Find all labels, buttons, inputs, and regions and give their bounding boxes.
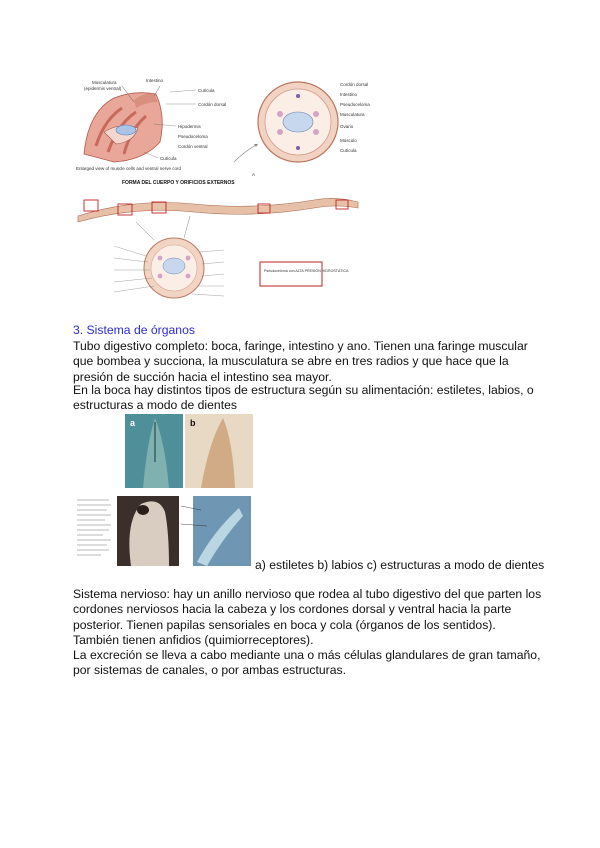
label-l6: Hipodermis	[178, 124, 201, 129]
paragraph-excretion: La excreción se lleva a cabo mediante una o más células glandulares de gran tamaño, por sistemas de canales, o por ambas estructuras.	[73, 648, 541, 678]
label-l7: Pseudoceloma	[178, 134, 208, 139]
photo-label-a: a	[130, 418, 136, 428]
paragraph-digestive-tube: Tubo digestivo completo: boca, faringe, intestino y ano. Tienen una faringe muscular que bombea y succiona, la musculatura se abre en tres radios y que hace que la presión de succión hacia el intestino sea mayor.	[73, 339, 528, 384]
photo-c-text-block	[75, 496, 115, 566]
anatomy-illustration	[74, 72, 370, 304]
label-l3: Intestino	[146, 78, 164, 83]
paragraph-nervous-system: Sistema nervioso: hay un anillo nervioso que rodea al tubo digestivo del que parten los cordones nerviosos hacia la cabeza y los cordones dorsal y ventral hacia la parte posterior. Tienen papilas sensoriales en boca y cola (órganos de los sentidos). También tienen anfidios (quimiorreceptores).	[73, 587, 542, 648]
label-l5: Cordón dorsal	[198, 102, 227, 107]
label-r3: Pseudoceloma	[340, 102, 370, 107]
label-l1: Musculatura	[92, 80, 117, 85]
hydrostatic-pressure-box	[260, 262, 322, 286]
label-letter-a: A	[252, 172, 256, 177]
figure-title: FORMA DEL CUERPO Y ORIFICIOS EXTERNOS	[122, 180, 235, 186]
photo-c-teeth	[117, 496, 179, 566]
box-text: Pseudoceloma con ALTA PRESIÓN HIDROSTÁTICA	[264, 269, 349, 273]
photo-caption: a) estiletes b) labios c) estructuras a modo de dientes	[255, 558, 545, 572]
photo-b-lips	[185, 414, 253, 488]
label-r7: Cutícula	[340, 148, 357, 153]
label-r4: Musculatura	[340, 112, 365, 117]
photo-label-b: b	[190, 418, 196, 428]
section-heading: 3. Sistema de órganos	[73, 323, 195, 337]
label-bottom-caption: Enlarged view of muscle cells and ventral nerve cord	[76, 166, 182, 171]
label-l4: Cutícula	[198, 88, 215, 93]
enlarged-cross-section	[114, 238, 224, 298]
label-r2: Intestino	[340, 92, 358, 97]
muscle-cells-drawing	[84, 86, 162, 162]
label-r1: Cordón dorsal	[340, 82, 369, 87]
label-l2: (epidermis ventral)	[84, 86, 122, 91]
photo-d-head	[181, 496, 251, 566]
mouthparts-photo-panel	[73, 412, 253, 572]
nematode-anatomy-figure	[74, 72, 370, 304]
label-r5: Ovario	[340, 124, 354, 129]
photo-a-stylets	[125, 414, 183, 488]
worm-body-drawing	[78, 198, 358, 240]
label-r6: Músculo	[340, 138, 357, 143]
label-l8: Cordón ventral	[178, 144, 208, 149]
body-cross-section	[258, 82, 338, 162]
label-l9: Cutícula	[160, 156, 177, 161]
paragraph-mouth-structures: En la boca hay distintos tipos de estructura según su alimentación: estiletes, labios, o estructuras a modo de dientes	[73, 383, 534, 413]
mouthparts-micrographs	[73, 412, 253, 572]
